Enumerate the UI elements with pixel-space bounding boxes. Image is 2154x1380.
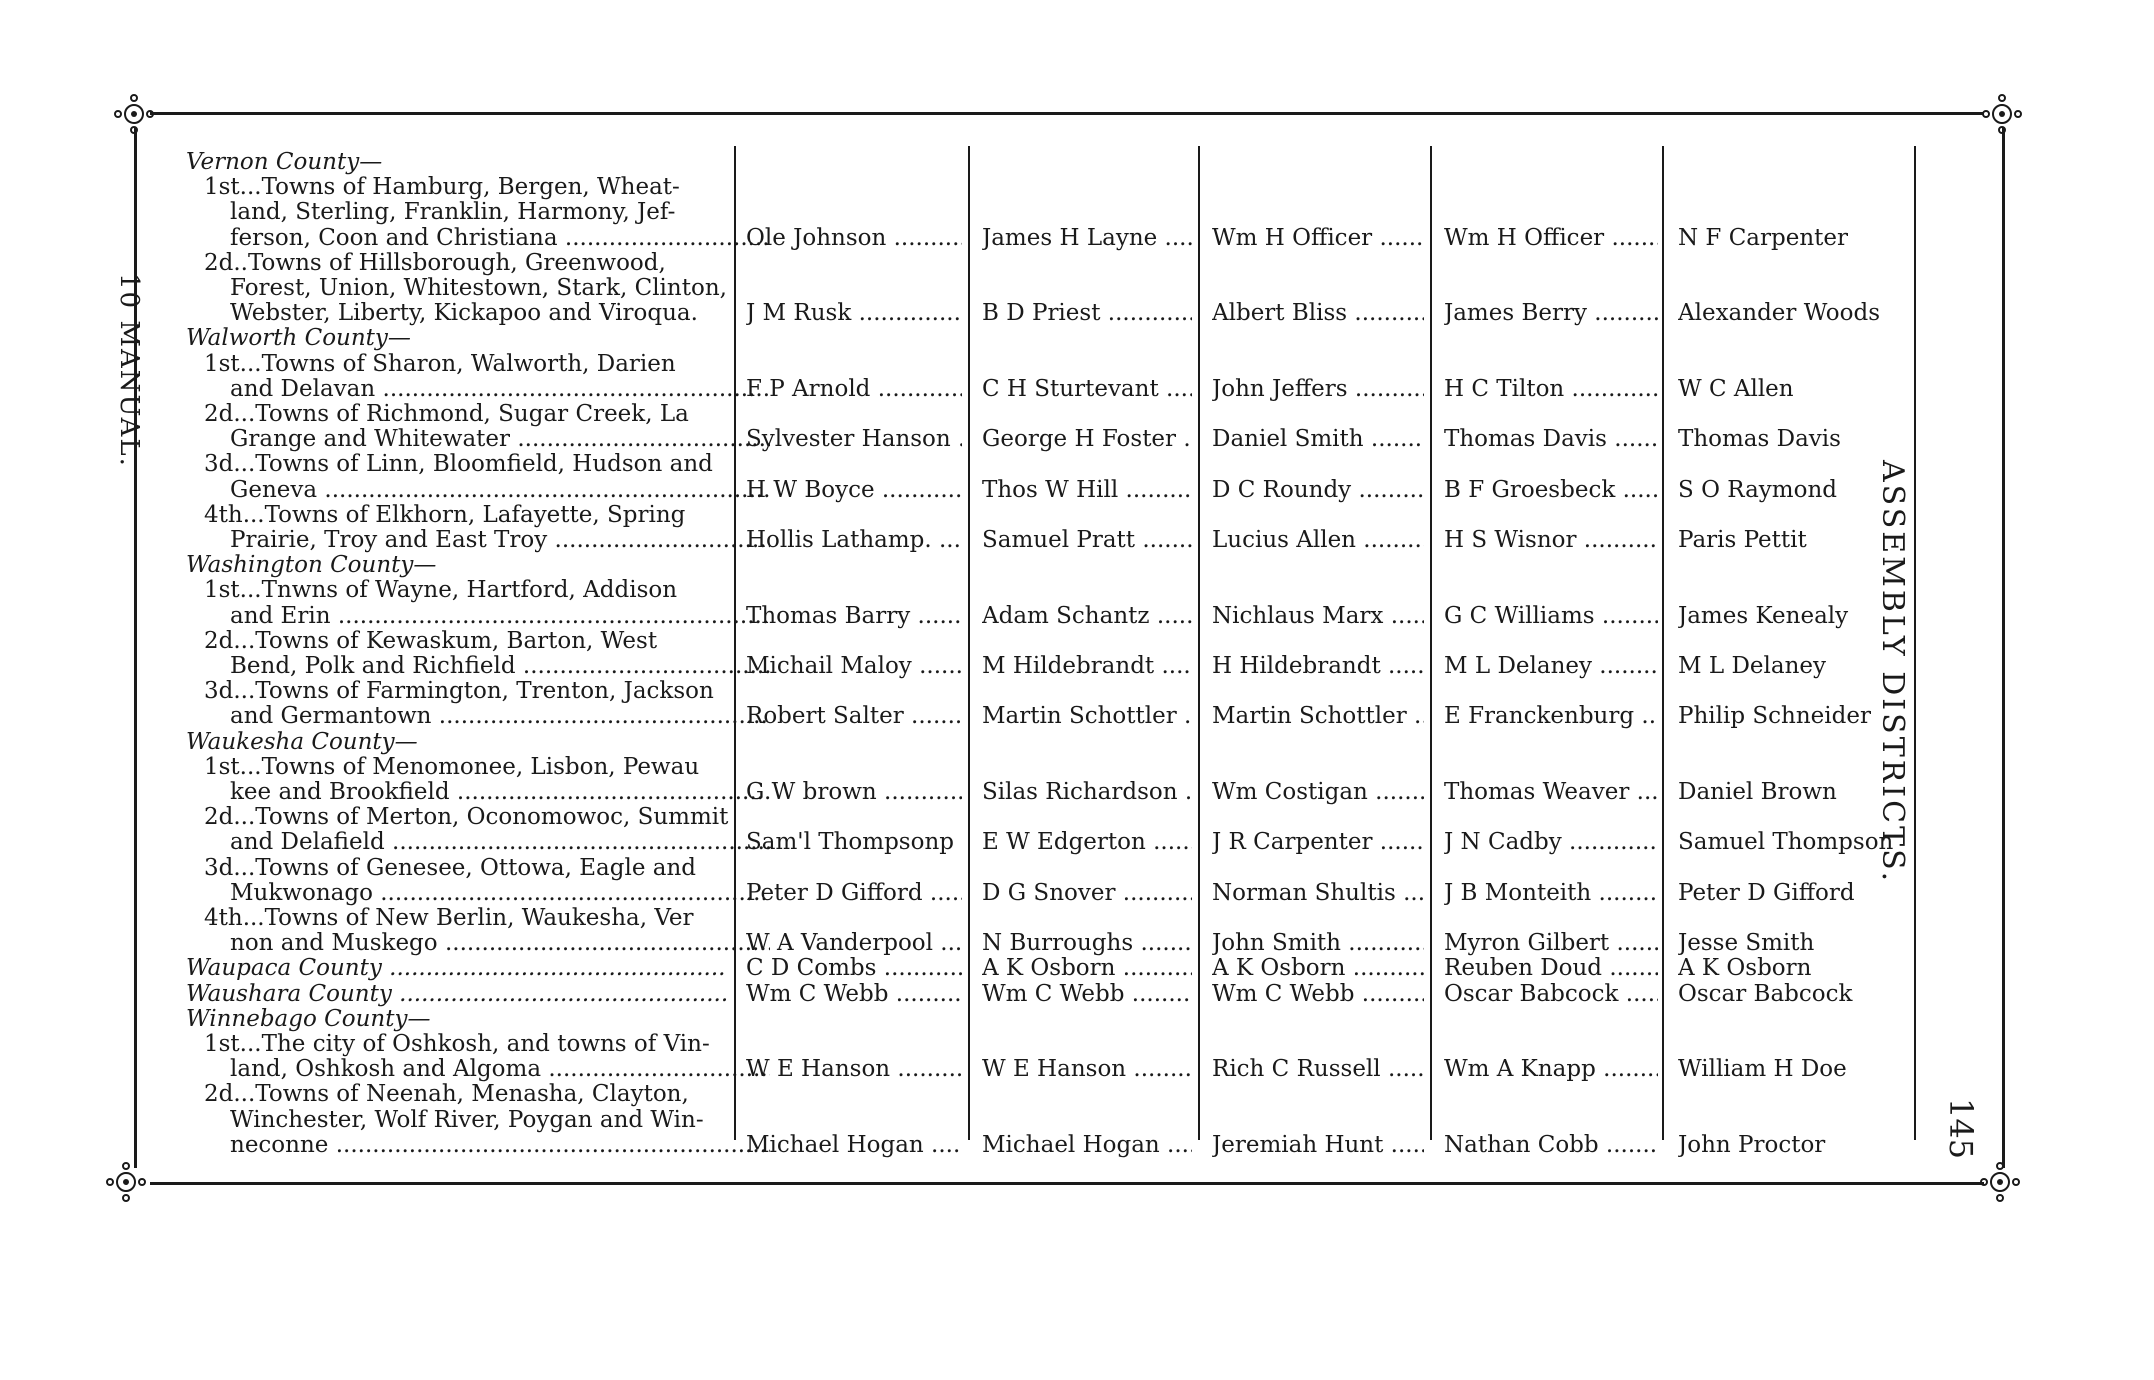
member-name-cell: Rich C Russell ..... — [1212, 1057, 1424, 1082]
member-name-cell: George H Foster ..... — [982, 427, 1192, 452]
member-name-cell: G C Williams ..... — [1444, 604, 1658, 629]
district-description: Grange and Whitewater ..... — [186, 427, 770, 452]
member-name-cell: Silas Richardson ..... — [982, 780, 1192, 805]
district-description: 1st...Tnwns of Wayne, Hartford, Addison — [204, 578, 678, 604]
member-name-cell: Hollis Lathamp. ..... — [746, 528, 962, 553]
member-name-cell: John Proctor — [1678, 1132, 1826, 1158]
member-name-cell: M L Delaney — [1678, 654, 1826, 679]
table-row — [0, 881, 2154, 906]
member-name-cell: James Kenealy — [1678, 603, 1849, 629]
table-row — [0, 528, 2154, 553]
member-name-cell: Wm A Knapp ..... — [1444, 1057, 1658, 1082]
member-name-cell: Wm C Webb ..... — [1212, 982, 1424, 1007]
member-name-cell: Robert Salter ..... — [746, 704, 962, 729]
county-heading: Waupaca County ..... — [186, 956, 726, 981]
member-name-cell: M L Delaney ..... — [1444, 654, 1658, 679]
district-description: ferson, Coon and Christiana ..... — [186, 226, 770, 251]
table-row — [0, 175, 2154, 200]
member-name-cell: Thomas Davis ..... — [1444, 427, 1658, 452]
member-name-cell: Myron Gilbert ..... — [1444, 931, 1658, 956]
member-name-cell: J R Carpenter ..... — [1212, 830, 1424, 855]
member-name-cell: Peter D Gifford — [1678, 880, 1855, 906]
table-row — [0, 755, 2154, 780]
table-row — [0, 830, 2154, 855]
member-name-cell: Martin Schottler ..... — [1212, 704, 1424, 729]
district-description: 1st...Towns of Hamburg, Bergen, Wheat- — [204, 175, 680, 201]
table-row — [0, 301, 2154, 326]
district-description: 2d...Towns of Merton, Oconomowoc, Summit — [204, 805, 729, 831]
page-number: 145 — [1942, 1098, 1980, 1160]
corner-ornament-icon — [112, 92, 156, 136]
table-row — [0, 150, 2154, 175]
member-name-cell: A K Osborn — [1678, 956, 1812, 982]
table-row — [0, 1007, 2154, 1032]
county-heading: Winnebago County— — [186, 1006, 431, 1032]
district-description: Mukwonago ..... — [186, 881, 770, 906]
member-name-cell: Michael Hogan ..... — [982, 1133, 1192, 1158]
district-description: Prairie, Troy and East Troy ..... — [186, 528, 770, 553]
member-name-cell: Thomas Davis — [1678, 427, 1841, 453]
member-name-cell: Adam Schantz ..... — [982, 604, 1192, 629]
member-name-cell: Reuben Doud ..... — [1444, 956, 1658, 981]
member-name-cell: H W Boyce ..... — [746, 478, 962, 503]
member-name-cell: Wm Costigan ..... — [1212, 780, 1424, 805]
member-name-cell: F P Arnold ..... — [746, 377, 962, 402]
member-name-cell: W E Hanson ..... — [982, 1057, 1192, 1082]
table-row — [0, 1082, 2154, 1107]
member-name-cell: E W Edgerton ..... — [982, 830, 1192, 855]
district-description: neconne ..... — [186, 1133, 770, 1158]
member-name-cell: Daniel Brown — [1678, 780, 1837, 805]
member-name-cell: M Hildebrandt ..... — [982, 654, 1192, 679]
table-row — [0, 452, 2154, 477]
district-description: 3d...Towns of Linn, Bloomfield, Hudson and — [204, 452, 713, 478]
table-row — [0, 805, 2154, 830]
district-description: 1st...The city of Oshkosh, and towns of Vin- — [204, 1032, 710, 1057]
member-name-cell: Ole Johnson ..... — [746, 226, 962, 251]
table-row — [0, 906, 2154, 931]
district-description: and Germantown ..... — [186, 704, 770, 729]
table-row — [0, 629, 2154, 654]
member-name-cell: D G Snover ..... — [982, 881, 1192, 906]
member-name-cell: John Smith ..... — [1212, 931, 1424, 956]
table-row — [0, 931, 2154, 956]
county-heading: Washington County— — [186, 553, 437, 579]
table-row — [0, 402, 2154, 427]
member-name-cell: Sylvester Hanson ..... — [746, 427, 962, 452]
table-row — [0, 1057, 2154, 1082]
member-name-cell: N F Carpenter — [1678, 225, 1849, 251]
table-row — [0, 553, 2154, 578]
member-name-cell: Paris Pettit — [1678, 528, 1807, 553]
member-name-cell: James Berry ..... — [1444, 301, 1658, 326]
member-name-cell: Oscar Babcock ..... — [1444, 982, 1658, 1007]
member-name-cell: C H Sturtevant ..... — [982, 377, 1192, 402]
member-name-cell: J N Cadby ..... — [1444, 830, 1658, 855]
section-title: ASSEMBLY DISTRICTS. — [1875, 460, 1910, 885]
member-name-cell: Peter D Gifford ..... — [746, 881, 962, 906]
table-row — [0, 226, 2154, 251]
member-name-cell: Alexander Woods — [1678, 301, 1881, 327]
member-name-cell: H S Wisnor ..... — [1444, 528, 1658, 553]
member-name-cell: Thomas Barry ..... — [746, 604, 962, 629]
corner-ornament-icon — [104, 1160, 148, 1204]
member-name-cell: Samuel Thompson — [1678, 830, 1894, 856]
county-heading: Waukesha County— — [186, 729, 418, 755]
member-name-cell: W A Vanderpool ..... — [746, 931, 962, 956]
county-heading: Vernon County— — [186, 150, 383, 175]
district-description: land, Oshkosh and Algoma ..... — [186, 1057, 770, 1082]
district-description: and Delavan ..... — [186, 377, 770, 402]
member-name-cell: Oscar Babcock — [1678, 981, 1853, 1007]
district-description: 3d...Towns of Farmington, Trenton, Jackson — [204, 679, 714, 705]
table-row — [0, 856, 2154, 881]
member-name-cell: Wm C Webb ..... — [982, 982, 1192, 1007]
table-row — [0, 578, 2154, 603]
member-name-cell: Nichlaus Marx ..... — [1212, 604, 1424, 629]
table-row — [0, 326, 2154, 351]
member-name-cell: Nathan Cobb ..... — [1444, 1133, 1658, 1158]
district-description: Winchester, Wolf River, Poygan and Win- — [230, 1107, 704, 1133]
table-row — [0, 478, 2154, 503]
table-row — [0, 730, 2154, 755]
member-name-cell: J B Monteith ..... — [1444, 881, 1658, 906]
county-heading: Walworth County— — [186, 326, 411, 352]
member-name-cell: Philip Schneider — [1678, 704, 1871, 730]
member-name-cell: S O Raymond — [1678, 477, 1837, 503]
member-name-cell: Michael Hogan ..... — [746, 1133, 962, 1158]
corner-ornament-icon — [1980, 92, 2024, 136]
member-name-cell: C D Combs ..... — [746, 956, 962, 981]
district-description: 4th...Towns of Elkhorn, Lafayette, Spring — [204, 502, 686, 528]
district-description: 4th...Towns of New Berlin, Waukesha, Ver — [204, 906, 694, 931]
member-name-cell: A K Osborn ..... — [982, 956, 1192, 981]
top-border-rule — [150, 112, 1984, 115]
member-name-cell: Albert Bliss ..... — [1212, 301, 1424, 326]
member-name-cell: William H Doe — [1678, 1057, 1847, 1083]
member-name-cell: W C Allen — [1678, 376, 1794, 402]
member-name-cell: H C Tilton ..... — [1444, 377, 1658, 402]
member-name-cell: Michail Maloy ..... — [746, 654, 962, 679]
table-row — [0, 276, 2154, 301]
member-name-cell: H Hildebrandt ..... — [1212, 654, 1424, 679]
member-name-cell: A K Osborn ..... — [1212, 956, 1424, 981]
member-name-cell: Norman Shultis ..... — [1212, 881, 1424, 906]
member-name-cell: Jeremiah Hunt ..... — [1212, 1133, 1424, 1158]
bottom-border-rule — [150, 1182, 1984, 1185]
member-name-cell: Samuel Pratt ..... — [982, 528, 1192, 553]
member-name-cell: D C Roundy ..... — [1212, 478, 1424, 503]
table-row — [0, 1133, 2154, 1158]
member-name-cell: Martin Schottler ..... — [982, 704, 1192, 729]
member-name-cell: Wm C Webb ..... — [746, 982, 962, 1007]
table-row — [0, 604, 2154, 629]
member-name-cell: Thomas Weaver ..... — [1444, 780, 1658, 805]
member-name-cell: B D Priest ..... — [982, 301, 1192, 326]
district-description: 2d...Towns of Kewaskum, Barton, West — [204, 628, 658, 654]
member-name-cell: Lucius Allen ..... — [1212, 528, 1424, 553]
table-row — [0, 956, 2154, 981]
table-row — [0, 654, 2154, 679]
member-name-cell: Daniel Smith ..... — [1212, 427, 1424, 452]
county-heading: Waushara County ..... — [186, 982, 726, 1007]
member-name-cell: Jesse Smith — [1678, 931, 1815, 957]
table-row — [0, 200, 2154, 225]
district-description: Geneva ..... — [186, 478, 770, 503]
table-row — [0, 377, 2154, 402]
table-row — [0, 352, 2154, 377]
district-description: non and Muskego ..... — [186, 931, 770, 956]
member-name-cell: John Jeffers ..... — [1212, 377, 1424, 402]
member-name-cell: Wm H Officer ..... — [1444, 226, 1658, 251]
district-description: and Erin ..... — [186, 604, 770, 629]
district-description: and Delafield ..... — [186, 830, 770, 855]
district-description: Bend, Polk and Richfield ..... — [186, 654, 770, 679]
member-name-cell: G W brown ..... — [746, 780, 962, 805]
district-description: 2d...Towns of Neenah, Menasha, Clayton, — [204, 1082, 689, 1108]
member-name-cell: Wm H Officer ..... — [1212, 226, 1424, 251]
district-description: 1st...Towns of Menomonee, Lisbon, Pewau — [204, 754, 700, 780]
table-row — [0, 982, 2154, 1007]
table-row — [0, 427, 2154, 452]
district-description: 2d...Towns of Richmond, Sugar Creek, La — [204, 402, 689, 427]
member-name-cell: N Burroughs ..... — [982, 931, 1192, 956]
district-description: kee and Brookfield ..... — [186, 780, 770, 805]
member-name-cell: E Franckenburg ..... — [1444, 704, 1658, 729]
table-row — [0, 1108, 2154, 1133]
member-name-cell: James H Layne ..... — [982, 226, 1192, 251]
district-description: land, Sterling, Franklin, Harmony, Jef- — [230, 200, 676, 226]
table-row — [0, 1032, 2154, 1057]
table-row — [0, 679, 2154, 704]
table-row — [0, 503, 2154, 528]
running-head: 10 MANUAL. — [114, 273, 144, 468]
table-row — [0, 780, 2154, 805]
district-description: Forest, Union, Whitestown, Stark, Clinton, — [230, 276, 727, 301]
member-name-cell: J M Rusk ..... — [746, 301, 962, 326]
member-name-cell: W E Hanson ..... — [746, 1057, 962, 1082]
district-description: 2d..Towns of Hillsborough, Greenwood, — [204, 250, 666, 276]
table-row — [0, 251, 2154, 276]
district-description: 1st...Towns of Sharon, Walworth, Darien — [204, 351, 676, 377]
district-description: 3d...Towns of Genesee, Ottowa, Eagle and — [204, 855, 696, 881]
corner-ornament-icon — [1978, 1160, 2022, 1204]
district-description: Webster, Liberty, Kickapoo and Viroqua. — [230, 301, 698, 327]
member-name-cell: Sam'l Thompsonp ..... — [746, 830, 962, 855]
member-name-cell: Thos W Hill ..... — [982, 478, 1192, 503]
member-name-cell: B F Groesbeck ..... — [1444, 478, 1658, 503]
table-row — [0, 704, 2154, 729]
